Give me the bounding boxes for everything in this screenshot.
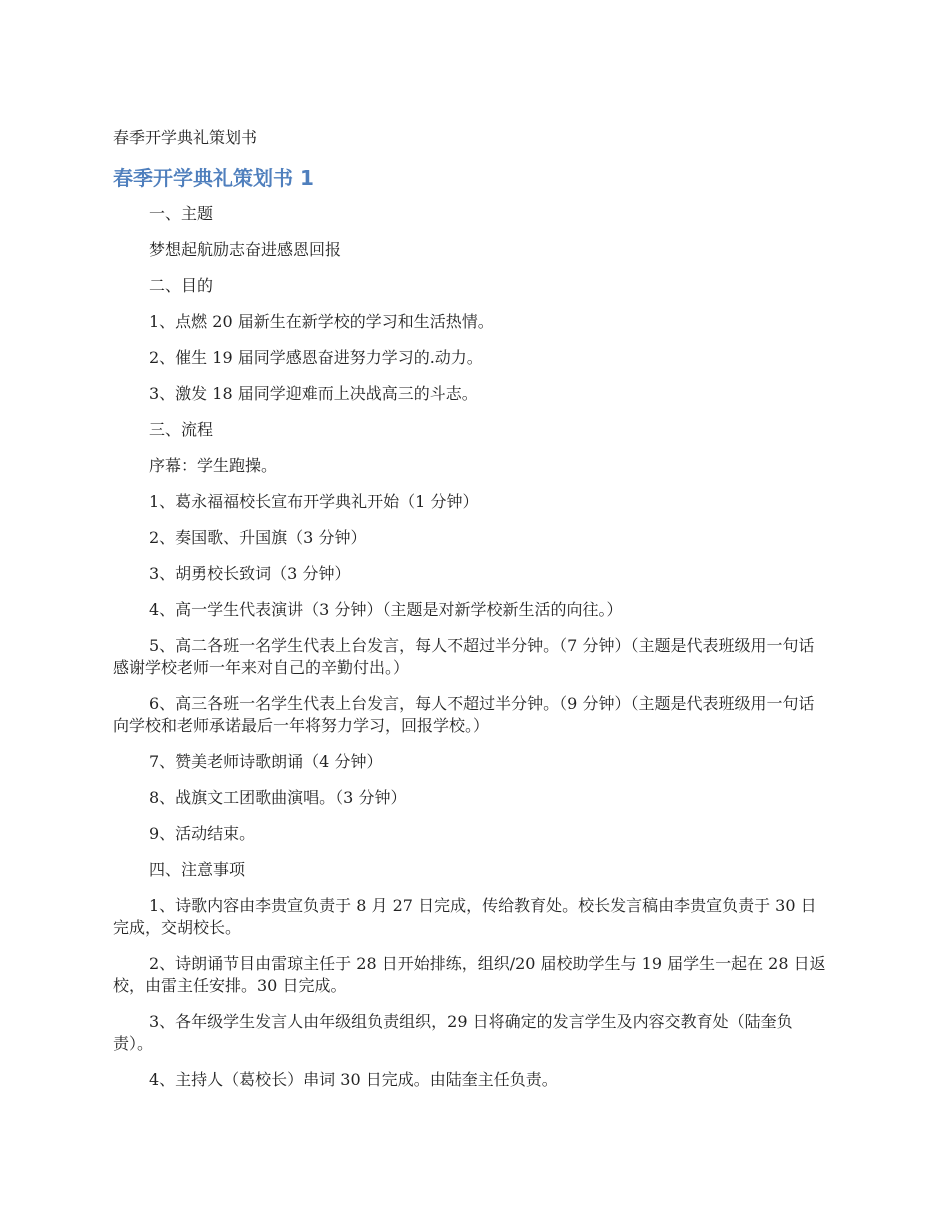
paragraph-process-6: 6、高三各班一名学生代表上台发言，每人不超过半分钟。（9 分钟）（主题是代表班级用一句话向学校和老师承诺最后一年将努力学习，回报学校。） [113, 694, 815, 735]
paragraph-process-3: 3、胡勇校长致词（3 分钟） [149, 564, 351, 583]
paragraph-notes-2: 2、诗朗诵节目由雷琼主任于 28 日开始排练，组织/20 届校助学生与 19 届学生一起在 28 日返校，由雷主任安排。30 日完成。 [113, 954, 826, 995]
paragraph-process-9: 9、活动结束。 [149, 824, 256, 843]
document-body [113, 203, 829, 1105]
paragraph-purpose-2: 2、催生 19 届同学感恩奋进努力学习的.动力。 [149, 348, 483, 367]
paragraph-theme: 梦想起航励志奋进感恩回报 [149, 240, 342, 259]
paragraph-process-label: 三、流程 [149, 420, 214, 439]
paragraph-notes-4: 4、主持人（葛校长）串词 30 日完成。由陆奎主任负责。 [149, 1070, 558, 1089]
paragraph-notes-1: 1、诗歌内容由李贵宣负责于 8 月 27 日完成，传给教育处。校长发言稿由李贵宣负责于 30 日完成，交胡校长。 [113, 896, 817, 937]
paragraph-process-7: 7、赞美老师诗歌朗诵（4 分钟） [149, 752, 383, 771]
paragraph-purpose-3: 3、激发 18 届同学迎难而上决战高三的斗志。 [149, 384, 478, 403]
paragraph-process-5: 5、高二各班一名学生代表上台发言，每人不超过半分钟。（7 分钟）（主题是代表班级用一句话感谢学校老师一年来对自己的辛勤付出。） [113, 636, 815, 677]
paragraph-process-2: 2、奏国歌、升国旗（3 分钟） [149, 528, 367, 547]
paragraph-process-1: 1、葛永福福校长宣布开学典礼开始（1 分钟） [149, 492, 479, 511]
paragraph-process-4: 4、高一学生代表演讲（3 分钟）（主题是对新学校新生活的向往。） [149, 600, 623, 619]
paragraph-purpose-label: 二、目的 [149, 276, 214, 295]
paragraph-notes-3: 3、各年级学生发言人由年级组负责组织，29 日将确定的发言学生及内容交教育处（陆奎负责）。 [113, 1012, 793, 1053]
paragraph-theme-label: 一、主题 [149, 204, 214, 223]
paragraph-notes-label: 四、注意事项 [149, 860, 246, 879]
document-title: 春季开学典礼策划书 [113, 128, 258, 147]
paragraph-process-8: 8、战旗文工团歌曲演唱。（3 分钟） [149, 788, 407, 807]
paragraph-purpose-1: 1、点燃 20 届新生在新学校的学习和生活热情。 [149, 312, 494, 331]
section-heading: 春季开学典礼策划书 1 [113, 166, 314, 190]
paragraph-prelude: 序幕：学生跑操。 [149, 456, 278, 475]
